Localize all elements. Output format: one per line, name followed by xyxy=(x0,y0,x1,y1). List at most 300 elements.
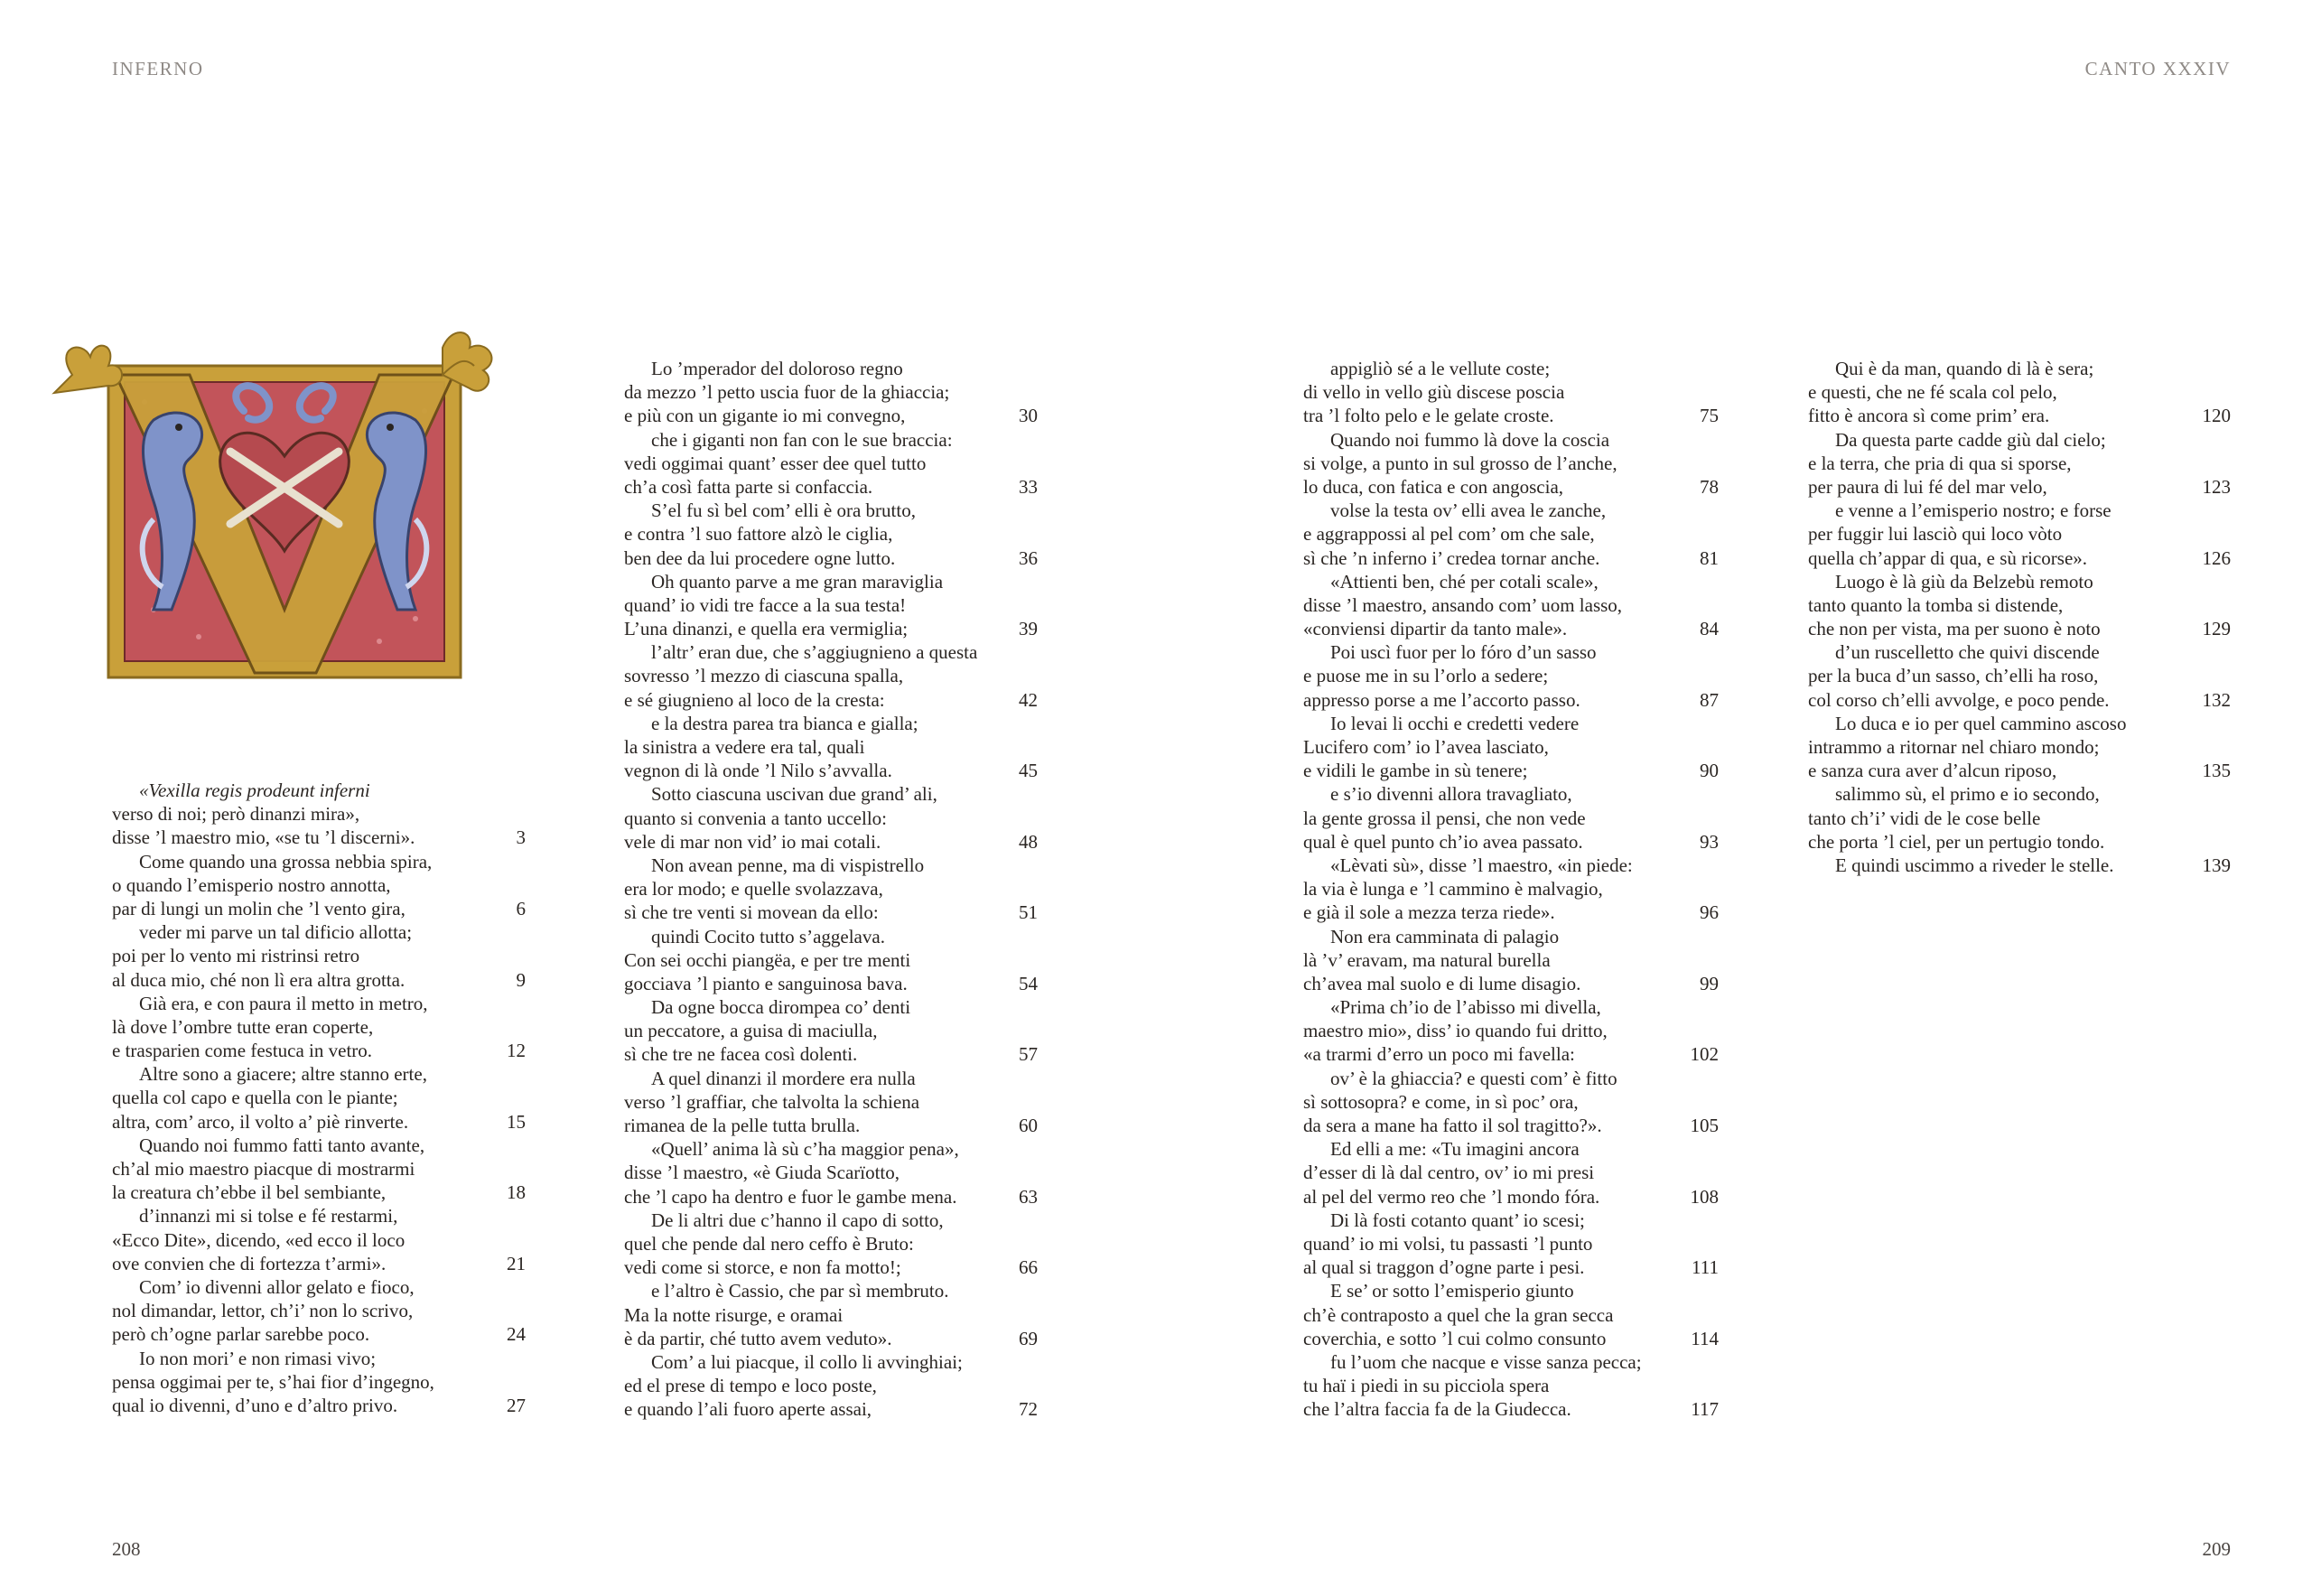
verse-text: rimanea de la pelle tutta brulla. xyxy=(624,1115,861,1136)
verse-text: disse ’l maestro, «è Giuda Scarïotto, xyxy=(624,1162,900,1184)
verse-text: e la terra, che pria di qua si sporse, xyxy=(1808,452,2072,474)
verse-text: Lucifero com’ io l’avea lasciato, xyxy=(1303,736,1549,758)
line-number: 24 xyxy=(507,1323,526,1346)
verse-line xyxy=(1303,404,1719,427)
line-number: 45 xyxy=(1019,760,1038,782)
verse-line xyxy=(624,499,1038,522)
verse-text: Da ogne bocca dirompea co’ denti xyxy=(651,996,911,1019)
line-number: 132 xyxy=(2202,688,2231,711)
verse-line xyxy=(1303,1161,1719,1184)
verse-line xyxy=(1303,640,1719,664)
verse-line xyxy=(1303,617,1719,640)
verse-line xyxy=(624,972,1038,995)
verse-text: volse la testa ov’ elli avea le zanche, xyxy=(1330,499,1607,522)
verse-line xyxy=(624,1090,1038,1114)
verse-text: e s’io divenni allora travagliato, xyxy=(1330,783,1572,806)
verse-line xyxy=(1303,1327,1719,1350)
verse-line xyxy=(1303,1279,1719,1302)
verse-text: Qui è da man, quando di là è sera; xyxy=(1835,358,2094,379)
verse-text: Luogo è là giù da Belzebù remoto xyxy=(1835,570,2093,593)
verse-text: Ed elli a me: «Tu imagini ancora xyxy=(1330,1138,1580,1161)
verse-line xyxy=(1303,1232,1719,1255)
verse-text: A quel dinanzi il mordere era nulla xyxy=(651,1067,916,1089)
verse-line xyxy=(1808,428,2231,452)
verse-text: d’innanzi mi si tolse e fé restarmi, xyxy=(139,1205,398,1227)
verse-line xyxy=(624,688,1038,712)
verse-line xyxy=(112,1039,526,1062)
verse-text: quand’ io vidi tre facce a la sua testa! xyxy=(624,593,907,616)
verse-text: ch’al mio maestro piacque di mostrarmi xyxy=(112,1158,415,1180)
verse-text: sì che ’n inferno i’ credea tornar anche. xyxy=(1303,546,1600,569)
verse-text: l’altr’ eran due, che s’aggiugnieno a questa xyxy=(651,641,978,664)
verse-column-3 xyxy=(1303,357,1719,1421)
verse-line xyxy=(1303,428,1719,452)
verse-text: fu l’uom che nacque e visse sanza pecca; xyxy=(1330,1350,1642,1373)
verse-text: Altre sono a giacere; altre stanno erte, xyxy=(139,1063,427,1086)
line-number: 120 xyxy=(2202,405,2231,427)
verse-line xyxy=(1303,1067,1719,1090)
verse-text: e sé giugnieno al loco de la cresta: xyxy=(624,688,885,711)
verse-line xyxy=(112,826,526,849)
verse-text: e la destra parea tra bianca e gialla; xyxy=(651,712,918,734)
verse-line xyxy=(1303,782,1719,806)
verse-text: E se’ or sotto l’emisperio giunto xyxy=(1330,1280,1574,1302)
verse-line xyxy=(1303,475,1719,499)
verse-text: Io non mori’ e non rimasi vivo; xyxy=(139,1347,377,1369)
verse-line xyxy=(1808,782,2231,806)
verse-text: e aggrappossi al pel com’ om che sale, xyxy=(1303,523,1595,546)
verse-text: e contra ’l suo fattore alzò le ciglia, xyxy=(624,523,893,546)
line-number: 66 xyxy=(1019,1256,1038,1279)
verse-line xyxy=(1808,593,2231,617)
verse-text: e più con un gigante io mi convegno, xyxy=(624,405,906,427)
verse-line xyxy=(112,1322,526,1346)
line-number: 117 xyxy=(1691,1398,1719,1421)
verse-line xyxy=(1303,1255,1719,1279)
verse-column-1 xyxy=(112,779,526,1417)
verse-line xyxy=(1303,1114,1719,1137)
verse-line xyxy=(112,1370,526,1394)
verse-text: sì che tre venti si movean da ello: xyxy=(624,901,879,924)
verse-line xyxy=(624,877,1038,901)
verse-line xyxy=(1808,380,2231,404)
verse-text: E quindi uscimmo a riveder le stelle. xyxy=(1835,854,2114,876)
verse-line xyxy=(1808,522,2231,546)
verse-line xyxy=(1303,522,1719,546)
verse-line xyxy=(1808,499,2231,522)
verse-line xyxy=(624,1279,1038,1302)
verse-line xyxy=(112,897,526,920)
verse-text: è da partir, ché tutto avem veduto». xyxy=(624,1327,892,1349)
verse-line xyxy=(624,830,1038,854)
verse-text: e vidili le gambe in sù tenere; xyxy=(1303,760,1528,782)
line-number: 81 xyxy=(1700,546,1719,569)
line-number: 48 xyxy=(1019,830,1038,853)
verse-text: ove convien che di fortezza t’armi». xyxy=(112,1252,387,1274)
verse-line xyxy=(624,1397,1038,1421)
verse-line xyxy=(624,404,1038,427)
verse-text: «a trarmi d’erro un poco mi favella: xyxy=(1303,1043,1575,1066)
verse-line xyxy=(624,948,1038,972)
line-number: 90 xyxy=(1700,760,1719,782)
line-number: 84 xyxy=(1700,618,1719,640)
verse-text: poi per lo vento mi ristrinsi retro xyxy=(112,945,360,967)
verse-line xyxy=(1303,1397,1719,1421)
line-number: 42 xyxy=(1019,688,1038,711)
verse-line xyxy=(112,1299,526,1322)
line-number: 33 xyxy=(1019,475,1038,498)
verse-text: De li altri due c’hanno il capo di sotto, xyxy=(651,1209,944,1231)
line-number: 15 xyxy=(507,1110,526,1133)
line-number: 39 xyxy=(1019,618,1038,640)
verse-text: Lo ’mperador del doloroso regno xyxy=(651,358,903,379)
verse-line xyxy=(624,664,1038,687)
verse-text: «Lèvati sù», disse ’l maestro, «in piede: xyxy=(1330,854,1633,876)
verse-line xyxy=(624,428,1038,452)
verse-text: «Attienti ben, ché per cotali scale», xyxy=(1330,570,1599,593)
verse-text: salimmo sù, el primo e io secondo, xyxy=(1835,783,2100,806)
line-number: 87 xyxy=(1700,688,1719,711)
verse-text: al pel del vermo reo che ’l mondo fóra. xyxy=(1303,1185,1600,1208)
verse-line xyxy=(112,1110,526,1134)
verse-text: nol dimandar, lettor, ch’i’ non lo scrivo, xyxy=(112,1300,414,1322)
verse-text: che non per vista, ma per suono è noto xyxy=(1808,618,2101,640)
verse-text: era lor modo; e quelle svolazzava, xyxy=(624,878,883,901)
verse-text: qual è quel punto ch’io avea passato. xyxy=(1303,830,1583,853)
verse-line xyxy=(112,992,526,1015)
verse-line xyxy=(1303,1303,1719,1327)
verse-line xyxy=(112,802,526,826)
verse-line xyxy=(1303,948,1719,972)
running-head-right: CANTO XXXIV xyxy=(2084,58,2231,79)
verse-text: vedi come si storce, e non fa motto!; xyxy=(624,1256,901,1279)
verse-text: la creatura ch’ebbe il bel sembiante, xyxy=(112,1181,387,1204)
running-head-left: INFERNO xyxy=(112,58,204,79)
verse-line xyxy=(112,1062,526,1086)
verse-text: Com’ io divenni allor gelato e fioco, xyxy=(139,1275,415,1298)
verse-line xyxy=(624,1303,1038,1327)
line-number: 139 xyxy=(2202,854,2231,876)
verse-line xyxy=(624,1255,1038,1279)
verse-text: Com’ a lui piacque, il collo li avvinghiai; xyxy=(651,1350,963,1373)
verse-text: ch’è contraposto a quel che la gran secca xyxy=(1303,1303,1614,1326)
verse-line xyxy=(624,1209,1038,1232)
verse-text: «Ecco Dite», dicendo, «ed ecco il loco xyxy=(112,1228,406,1251)
verse-text: ben dee da lui procedere ogne lutto. xyxy=(624,546,896,569)
verse-text: Non era camminata di palagio xyxy=(1330,925,1560,947)
line-number: 93 xyxy=(1700,830,1719,853)
verse-line xyxy=(1303,995,1719,1019)
verse-line xyxy=(624,901,1038,924)
verse-line xyxy=(112,850,526,873)
verse-text: sovresso ’l mezzo di ciascuna spalla, xyxy=(624,665,904,687)
verse-text: veder mi parve un tal dificio allotta; xyxy=(139,921,413,944)
line-number: 12 xyxy=(507,1040,526,1062)
verse-text: vele di mar non vid’ io mai cotali. xyxy=(624,830,881,853)
verse-line xyxy=(624,1161,1038,1184)
verse-line xyxy=(624,712,1038,735)
verse-text: per paura di lui fé del mar velo, xyxy=(1808,475,2047,498)
verse-text: tanto ch’i’ vidi de le cose belle xyxy=(1808,807,2041,829)
line-number: 75 xyxy=(1700,405,1719,427)
verse-text: fitto è ancora sì come prim’ era. xyxy=(1808,405,2050,427)
verse-line xyxy=(1808,830,2231,854)
line-number: 27 xyxy=(507,1394,526,1416)
line-number: 123 xyxy=(2202,475,2231,498)
verse-text: intrammo a ritornar nel chiaro mondo; xyxy=(1808,736,2100,758)
verse-text: Di là fosti cotanto quant’ io scesi; xyxy=(1330,1209,1585,1231)
verse-line xyxy=(112,1181,526,1204)
line-number: 105 xyxy=(1690,1115,1719,1136)
verse-text: «Quell’ anima là sù c’ha maggior pena», xyxy=(651,1138,959,1161)
verse-text: da mezzo ’l petto uscia fuor de la ghiaccia; xyxy=(624,381,950,404)
verse-text: tra ’l folto pelo e le gelate croste. xyxy=(1303,405,1554,427)
verse-text: Lo duca e io per quel cammino ascoso xyxy=(1835,712,2127,734)
verse-text: lo duca, con fatica e con angoscia, xyxy=(1303,475,1564,498)
verse-text: che porta ’l ciel, per un pertugio tondo. xyxy=(1808,830,2105,853)
verse-line xyxy=(112,1228,526,1252)
verse-text: Da questa parte cadde giù dal cielo; xyxy=(1835,428,2106,451)
verse-line xyxy=(1303,1019,1719,1042)
verse-line xyxy=(624,1114,1038,1137)
verse-line xyxy=(1303,380,1719,404)
verse-line xyxy=(1808,546,2231,570)
verse-text: coverchia, e sotto ’l cui colmo consunto xyxy=(1303,1327,1607,1349)
verse-line xyxy=(624,1350,1038,1374)
verse-text: vegnon di là onde ’l Nilo s’avvalla. xyxy=(624,760,892,782)
verse-text: vedi oggimai quant’ esser dee quel tutto xyxy=(624,452,927,474)
verse-text: per la buca d’un sasso, ch’elli ha roso, xyxy=(1808,665,2099,687)
verse-line xyxy=(1303,759,1719,782)
line-number: 9 xyxy=(516,968,526,991)
line-number: 18 xyxy=(507,1181,526,1204)
verse-line xyxy=(1808,357,2231,380)
verse-text: «conviensi dipartir da tanto male». xyxy=(1303,618,1568,640)
verse-line xyxy=(1303,452,1719,475)
verse-line xyxy=(624,995,1038,1019)
verse-text: al duca mio, ché non lì era altra grotta. xyxy=(112,968,406,991)
verse-text: Quando noi fummo fatti tanto avante, xyxy=(139,1134,425,1156)
verse-line xyxy=(624,782,1038,806)
verse-line xyxy=(112,1394,526,1417)
verse-text: quanto si convenia a tanto uccello: xyxy=(624,807,887,829)
verse-line xyxy=(1303,925,1719,948)
verse-line xyxy=(112,920,526,944)
verse-line xyxy=(624,1374,1038,1397)
verse-text: sì sottosopra? e come, in sì poc’ ora, xyxy=(1303,1090,1579,1113)
verse-line xyxy=(1808,688,2231,712)
verse-column-4 xyxy=(1808,357,2231,877)
verse-text: e trasparien come festuca in vetro. xyxy=(112,1040,373,1062)
verse-text: là ’v’ eravam, ma natural burella xyxy=(1303,948,1551,971)
verse-text: si volge, a punto in sul grosso de l’anche, xyxy=(1303,452,1617,474)
verse-text: ed el prese di tempo e loco poste, xyxy=(624,1375,877,1397)
verse-line xyxy=(1808,712,2231,735)
verse-line xyxy=(1808,452,2231,475)
verse-line xyxy=(624,593,1038,617)
line-number: 129 xyxy=(2202,618,2231,640)
verse-line xyxy=(1808,759,2231,782)
verse-text: la via è lunga e ’l cammino è malvagio, xyxy=(1303,878,1603,901)
verse-line xyxy=(624,546,1038,570)
verse-line xyxy=(112,1157,526,1181)
verse-line xyxy=(1303,1350,1719,1374)
verse-line xyxy=(1303,901,1719,924)
verse-line xyxy=(1808,664,2231,687)
verse-line xyxy=(1808,404,2231,427)
line-number: 102 xyxy=(1690,1043,1719,1066)
line-number: 135 xyxy=(2202,760,2231,782)
verse-text: qual io divenni, d’uno e d’altro privo. xyxy=(112,1394,398,1416)
verse-text: per fuggir lui lasciò qui loco vòto xyxy=(1808,523,2063,546)
verse-line xyxy=(1303,664,1719,687)
line-number: 78 xyxy=(1700,475,1719,498)
verse-text: maestro mio», diss’ io quando fui dritto, xyxy=(1303,1020,1608,1042)
verse-text: Come quando una grossa nebbia spira, xyxy=(139,850,433,873)
verse-text: là dove l’ombre tutte eran coperte, xyxy=(112,1015,374,1038)
verse-text: Non avean penne, ma di vispistrello xyxy=(651,854,925,876)
verse-line xyxy=(1303,830,1719,854)
verse-text: e sanza cura aver d’alcun riposo, xyxy=(1808,760,2057,782)
verse-line xyxy=(1303,570,1719,593)
verse-text: quindi Cocito tutto s’aggelava. xyxy=(651,925,885,947)
verse-text: Poi uscì fuor per lo fóro d’un sasso xyxy=(1330,641,1597,664)
line-number: 30 xyxy=(1019,405,1038,427)
verse-line xyxy=(624,1185,1038,1209)
verse-text: che ’l capo ha dentro e fuor le gambe mena. xyxy=(624,1185,957,1208)
verse-text: verso ’l graffiar, che talvolta la schiena xyxy=(624,1090,920,1113)
verse-text: la gente grossa il pensi, che non vede xyxy=(1303,807,1586,829)
verse-line xyxy=(112,1086,526,1109)
verse-line xyxy=(1303,357,1719,380)
verse-text: gocciava ’l pianto e sanguinosa bava. xyxy=(624,972,908,994)
line-number: 51 xyxy=(1019,901,1038,924)
verse-text: S’el fu sì bel com’ elli è ora brutto, xyxy=(651,499,916,522)
verse-text: Quando noi fummo là dove la coscia xyxy=(1330,428,1610,451)
verse-line xyxy=(1808,475,2231,499)
verse-text: Già era, e con paura il metto in metro, xyxy=(139,992,428,1014)
page-number-left: 208 xyxy=(112,1538,141,1560)
verse-text: e quando l’ali fuoro aperte assai, xyxy=(624,1398,872,1421)
verse-text: tanto quanto la tomba si distende, xyxy=(1808,593,2064,616)
verse-line xyxy=(1303,1209,1719,1232)
verse-line xyxy=(1303,712,1719,735)
verse-line xyxy=(1303,735,1719,759)
verse-text: e venne a l’emisperio nostro; e forse xyxy=(1835,499,2112,522)
fleur-left xyxy=(54,346,122,393)
verse-text: e questi, che ne fé scala col pelo, xyxy=(1808,381,2057,404)
line-number: 36 xyxy=(1019,546,1038,569)
verse-text: d’esser di là dal centro, ov’ io mi presi xyxy=(1303,1162,1595,1184)
verse-text: quand’ io mi volsi, tu passasti ’l punto xyxy=(1303,1232,1593,1255)
verse-line xyxy=(112,1204,526,1227)
verse-line xyxy=(112,1275,526,1299)
verse-line xyxy=(112,944,526,967)
verse-line xyxy=(624,1067,1038,1090)
line-number: 108 xyxy=(1690,1185,1719,1208)
verse-text: un peccatore, a guisa di maciulla, xyxy=(624,1020,878,1042)
verse-line xyxy=(1808,807,2231,830)
verse-column-2 xyxy=(624,357,1038,1421)
verse-text: disse ’l maestro, ansando com’ uom lasso, xyxy=(1303,593,1623,616)
verse-line xyxy=(1808,735,2231,759)
verse-line xyxy=(624,1327,1038,1350)
verse-text: e già il sole a mezza terza riede». xyxy=(1303,901,1555,924)
verse-line xyxy=(624,640,1038,664)
verse-line xyxy=(1303,593,1719,617)
verse-line xyxy=(1303,1137,1719,1161)
verse-line xyxy=(1303,1185,1719,1209)
line-number: 69 xyxy=(1019,1327,1038,1349)
verse-text: di vello in vello giù discese poscia xyxy=(1303,381,1565,404)
verse-line xyxy=(624,1042,1038,1066)
verse-text: verso di noi; però dinanzi mira», xyxy=(112,803,360,826)
verse-text: ch’a così fatta parte si confaccia. xyxy=(624,475,873,498)
verse-line xyxy=(1808,617,2231,640)
verse-line xyxy=(112,968,526,992)
verse-line xyxy=(624,1232,1038,1255)
line-number: 3 xyxy=(516,826,526,849)
verse-line xyxy=(112,1015,526,1039)
verse-text: che i giganti non fan con le sue braccia: xyxy=(651,428,953,451)
verse-text: Sotto ciascuna uscivan due grand’ ali, xyxy=(651,783,937,806)
verse-line xyxy=(1808,854,2231,877)
line-number: 60 xyxy=(1019,1115,1038,1136)
line-number: 111 xyxy=(1692,1256,1719,1279)
line-number: 99 xyxy=(1700,972,1719,994)
verse-text: par di lungi un molin che ’l vento gira, xyxy=(112,897,406,919)
verse-line xyxy=(1303,854,1719,877)
verse-text: e l’altro è Cassio, che par sì membruto. xyxy=(651,1280,949,1302)
verse-line xyxy=(112,1252,526,1275)
verse-line xyxy=(1303,807,1719,830)
line-number: 72 xyxy=(1019,1398,1038,1421)
line-number: 114 xyxy=(1691,1327,1719,1349)
line-number: 57 xyxy=(1019,1043,1038,1066)
line-number: 6 xyxy=(516,897,526,919)
verse-line xyxy=(624,1019,1038,1042)
line-number: 96 xyxy=(1700,901,1719,924)
verse-text: appresso porse a me l’accorto passo. xyxy=(1303,688,1580,711)
verse-text: appigliò sé a le vellute coste; xyxy=(1330,358,1551,379)
verse-line xyxy=(1303,499,1719,522)
verse-text: sì che tre ne facea così dolenti. xyxy=(624,1043,858,1066)
line-number: 21 xyxy=(507,1252,526,1274)
illuminated-initial xyxy=(18,312,506,691)
verse-line xyxy=(624,735,1038,759)
verse-text: altra, com’ arco, il volto a’ piè rinverte. xyxy=(112,1110,409,1133)
verse-line xyxy=(112,779,526,802)
verse-text: ov’ è la ghiaccia? e questi com’ è fitto xyxy=(1330,1067,1617,1089)
verse-text: tu haï i piedi in su picciola spera xyxy=(1303,1375,1550,1397)
verse-line xyxy=(112,1347,526,1370)
verse-text: «Prima ch’io de l’abisso mi divella, xyxy=(1330,996,1601,1019)
verse-line xyxy=(624,380,1038,404)
page-number-right: 209 xyxy=(2202,1538,2231,1560)
verse-line xyxy=(624,925,1038,948)
verse-text: Oh quanto parve a me gran maraviglia xyxy=(651,570,944,593)
verse-line xyxy=(624,759,1038,782)
verse-text: col corso ch’elli avvolge, e poco pende. xyxy=(1808,688,2110,711)
verse-text: e puose me in su l’orlo a sedere; xyxy=(1303,665,1549,687)
verse-line xyxy=(624,452,1038,475)
verse-line xyxy=(624,570,1038,593)
verse-text: però ch’ogne parlar sarebbe poco. xyxy=(112,1323,370,1346)
verse-text: Io levai li occhi e credetti vedere xyxy=(1330,712,1580,734)
verse-text: da sera a mane ha fatto il sol tragitto?». xyxy=(1303,1115,1602,1136)
verse-text: ch’avea mal suolo e di lume disagio. xyxy=(1303,972,1581,994)
verse-text: che l’altra faccia fa de la Giudecca. xyxy=(1303,1398,1571,1421)
